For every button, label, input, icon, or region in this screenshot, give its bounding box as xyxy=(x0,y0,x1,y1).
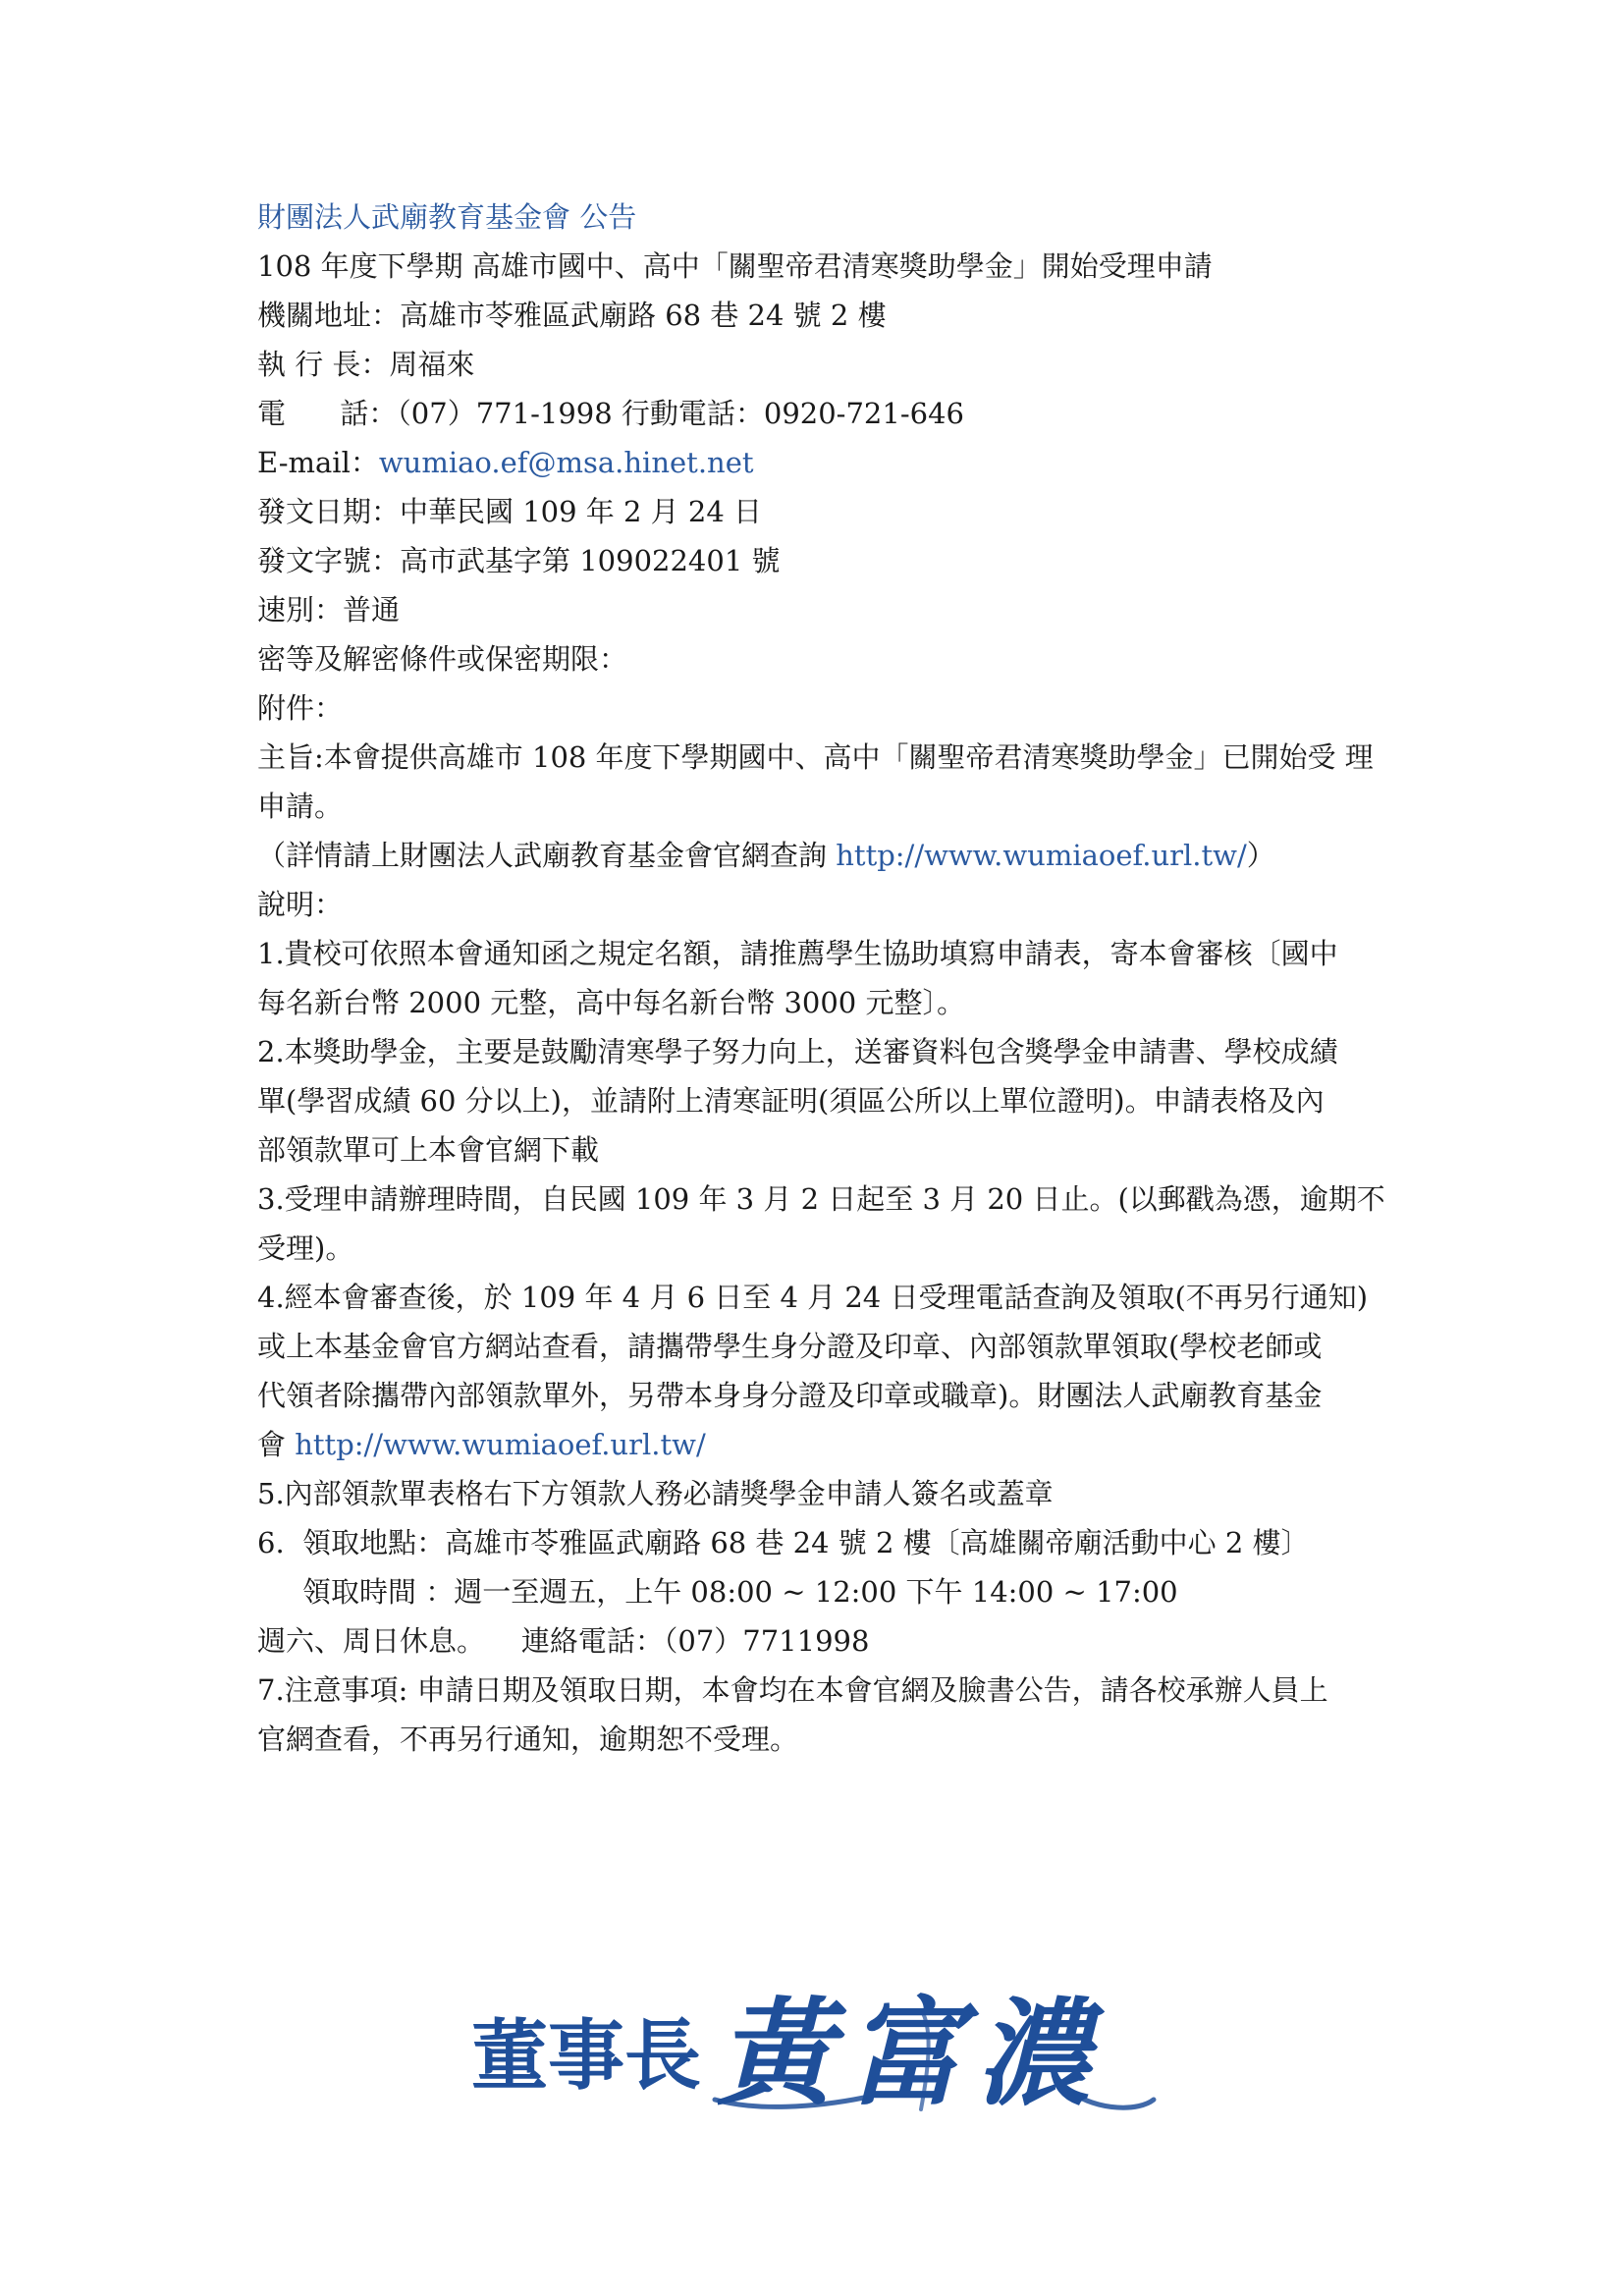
detail-suffix: ） xyxy=(1246,839,1275,872)
item-6-line-2: 領取時間 ：週一至週五，上午 08:00 ~ 12:00 下午 14:00 ~ 17:00 xyxy=(302,1575,1178,1609)
signature-image xyxy=(461,1974,1168,2131)
item-2-line-3: 部領款單可上本會官網下載 xyxy=(257,1133,600,1167)
org-title: 財團法人武廟教育基金會 公告 xyxy=(257,200,637,234)
item-7-line-1: 7.注意事項: 申請日期及領取日期，本會均在本會官網及臉書公告，請各校承辦人員上 xyxy=(257,1673,1328,1707)
purpose-line-2: 申請。 xyxy=(257,790,344,823)
item-6-line-3: 週六、周日休息。 連絡電話：（07）7711998 xyxy=(257,1624,870,1658)
item-1-line-1: 1.貴校可依照本會通知函之規定名額，請推薦學生協助填寫申請表，寄本會審核〔國中 xyxy=(257,937,1338,970)
website-link[interactable]: http://www.wumiaoef.url.tw/ xyxy=(836,839,1247,872)
item-7-line-2: 官網查看，不再另行通知，逾期恕不受理。 xyxy=(257,1722,799,1756)
item-4-line-1: 4.經本會審查後，於 109 年 4 月 6 日至 4 月 24 日受理電話查詢及領取(不再另行通知) xyxy=(257,1281,1369,1314)
ceo-line: 執 行 長：周福來 xyxy=(257,348,475,381)
email-link[interactable]: wumiao.ef@msa.hinet.net xyxy=(378,446,754,479)
detail-prefix: （詳情請上財團法人武廟教育基金會官網查詢 xyxy=(257,839,837,872)
subject-line: 108 年度下學期 高雄市國中、高中「關聖帝君清寒獎助學金」開始受理申請 xyxy=(257,249,1213,283)
purpose-line-1: 主旨:本會提供高雄市 108 年度下學期國中、高中「關聖帝君清寒獎助學金」已開始受 理 xyxy=(257,740,1374,774)
signature-name: 黃富濃 xyxy=(717,1985,1107,2121)
signature-title: 董事長 xyxy=(471,2011,702,2101)
item-4-prefix: 會 xyxy=(257,1428,296,1461)
item-1-line-2: 每名新台幣 2000 元整，高中每名新台幣 3000 元整〕。 xyxy=(257,986,965,1019)
item-2-line-2: 單(學習成績 60 分以上)，並請附上清寒証明(須區公所以上單位證明)。申請表格及內 xyxy=(257,1084,1325,1118)
issue-date-line: 發文日期：中華民國 109 年 2 月 24 日 xyxy=(257,495,763,528)
website-link-2[interactable]: http://www.wumiaoef.url.tw/ xyxy=(295,1428,706,1461)
explanation-label: 說明： xyxy=(257,888,344,921)
item-4-line-4 xyxy=(257,1420,1396,1469)
item-4-line-2: 或上本基金會官方網站查看，請攜帶學生身分證及印章、內部領款單領取(學校老師或 xyxy=(257,1330,1323,1363)
item-6-line-1: 6. 領取地點：高雄市苓雅區武廟路 68 巷 24 號 2 樓〔高雄關帝廟活動中心 2 樓〕 xyxy=(257,1526,1310,1559)
phone-line: 電 話：（07）771-1998 行動電話：0920-721-646 xyxy=(257,397,964,430)
item-2-line-1: 2.本獎助學金，主要是鼓勵清寒學子努力向上，送審資料包含獎學金申請書、學校成績 xyxy=(257,1035,1338,1068)
item-4-line-3: 代領者除攜帶內部領款單外，另帶本身身分證及印章或職章)。財團法人武廟教育基金 xyxy=(257,1379,1323,1412)
attachment-line: 附件： xyxy=(257,691,344,725)
item-3-line-2: 受理)。 xyxy=(257,1231,354,1265)
item-3-line-1: 3.受理申請辦理時間，自民國 109 年 3 月 2 日起至 3 月 20 日止。(以郵戳為憑，逾期不 xyxy=(257,1182,1385,1216)
announcement-body xyxy=(257,192,1396,1764)
address-line: 機關地址：高雄市苓雅區武廟路 68 巷 24 號 2 樓 xyxy=(257,299,887,332)
email-label: E-mail： xyxy=(257,446,379,479)
email-line xyxy=(257,438,1396,487)
item-5-line: 5.內部領款單表格右下方領款人務必請獎學金申請人簽名或蓋章 xyxy=(257,1477,1054,1510)
issue-number-line: 發文字號：高市武基字第 109022401 號 xyxy=(257,544,781,577)
chairman-signature xyxy=(461,1974,1168,2131)
detail-line xyxy=(257,831,1396,880)
speed-line: 速別：普通 xyxy=(257,593,401,627)
secrecy-line: 密等及解密條件或保密期限： xyxy=(257,642,628,676)
